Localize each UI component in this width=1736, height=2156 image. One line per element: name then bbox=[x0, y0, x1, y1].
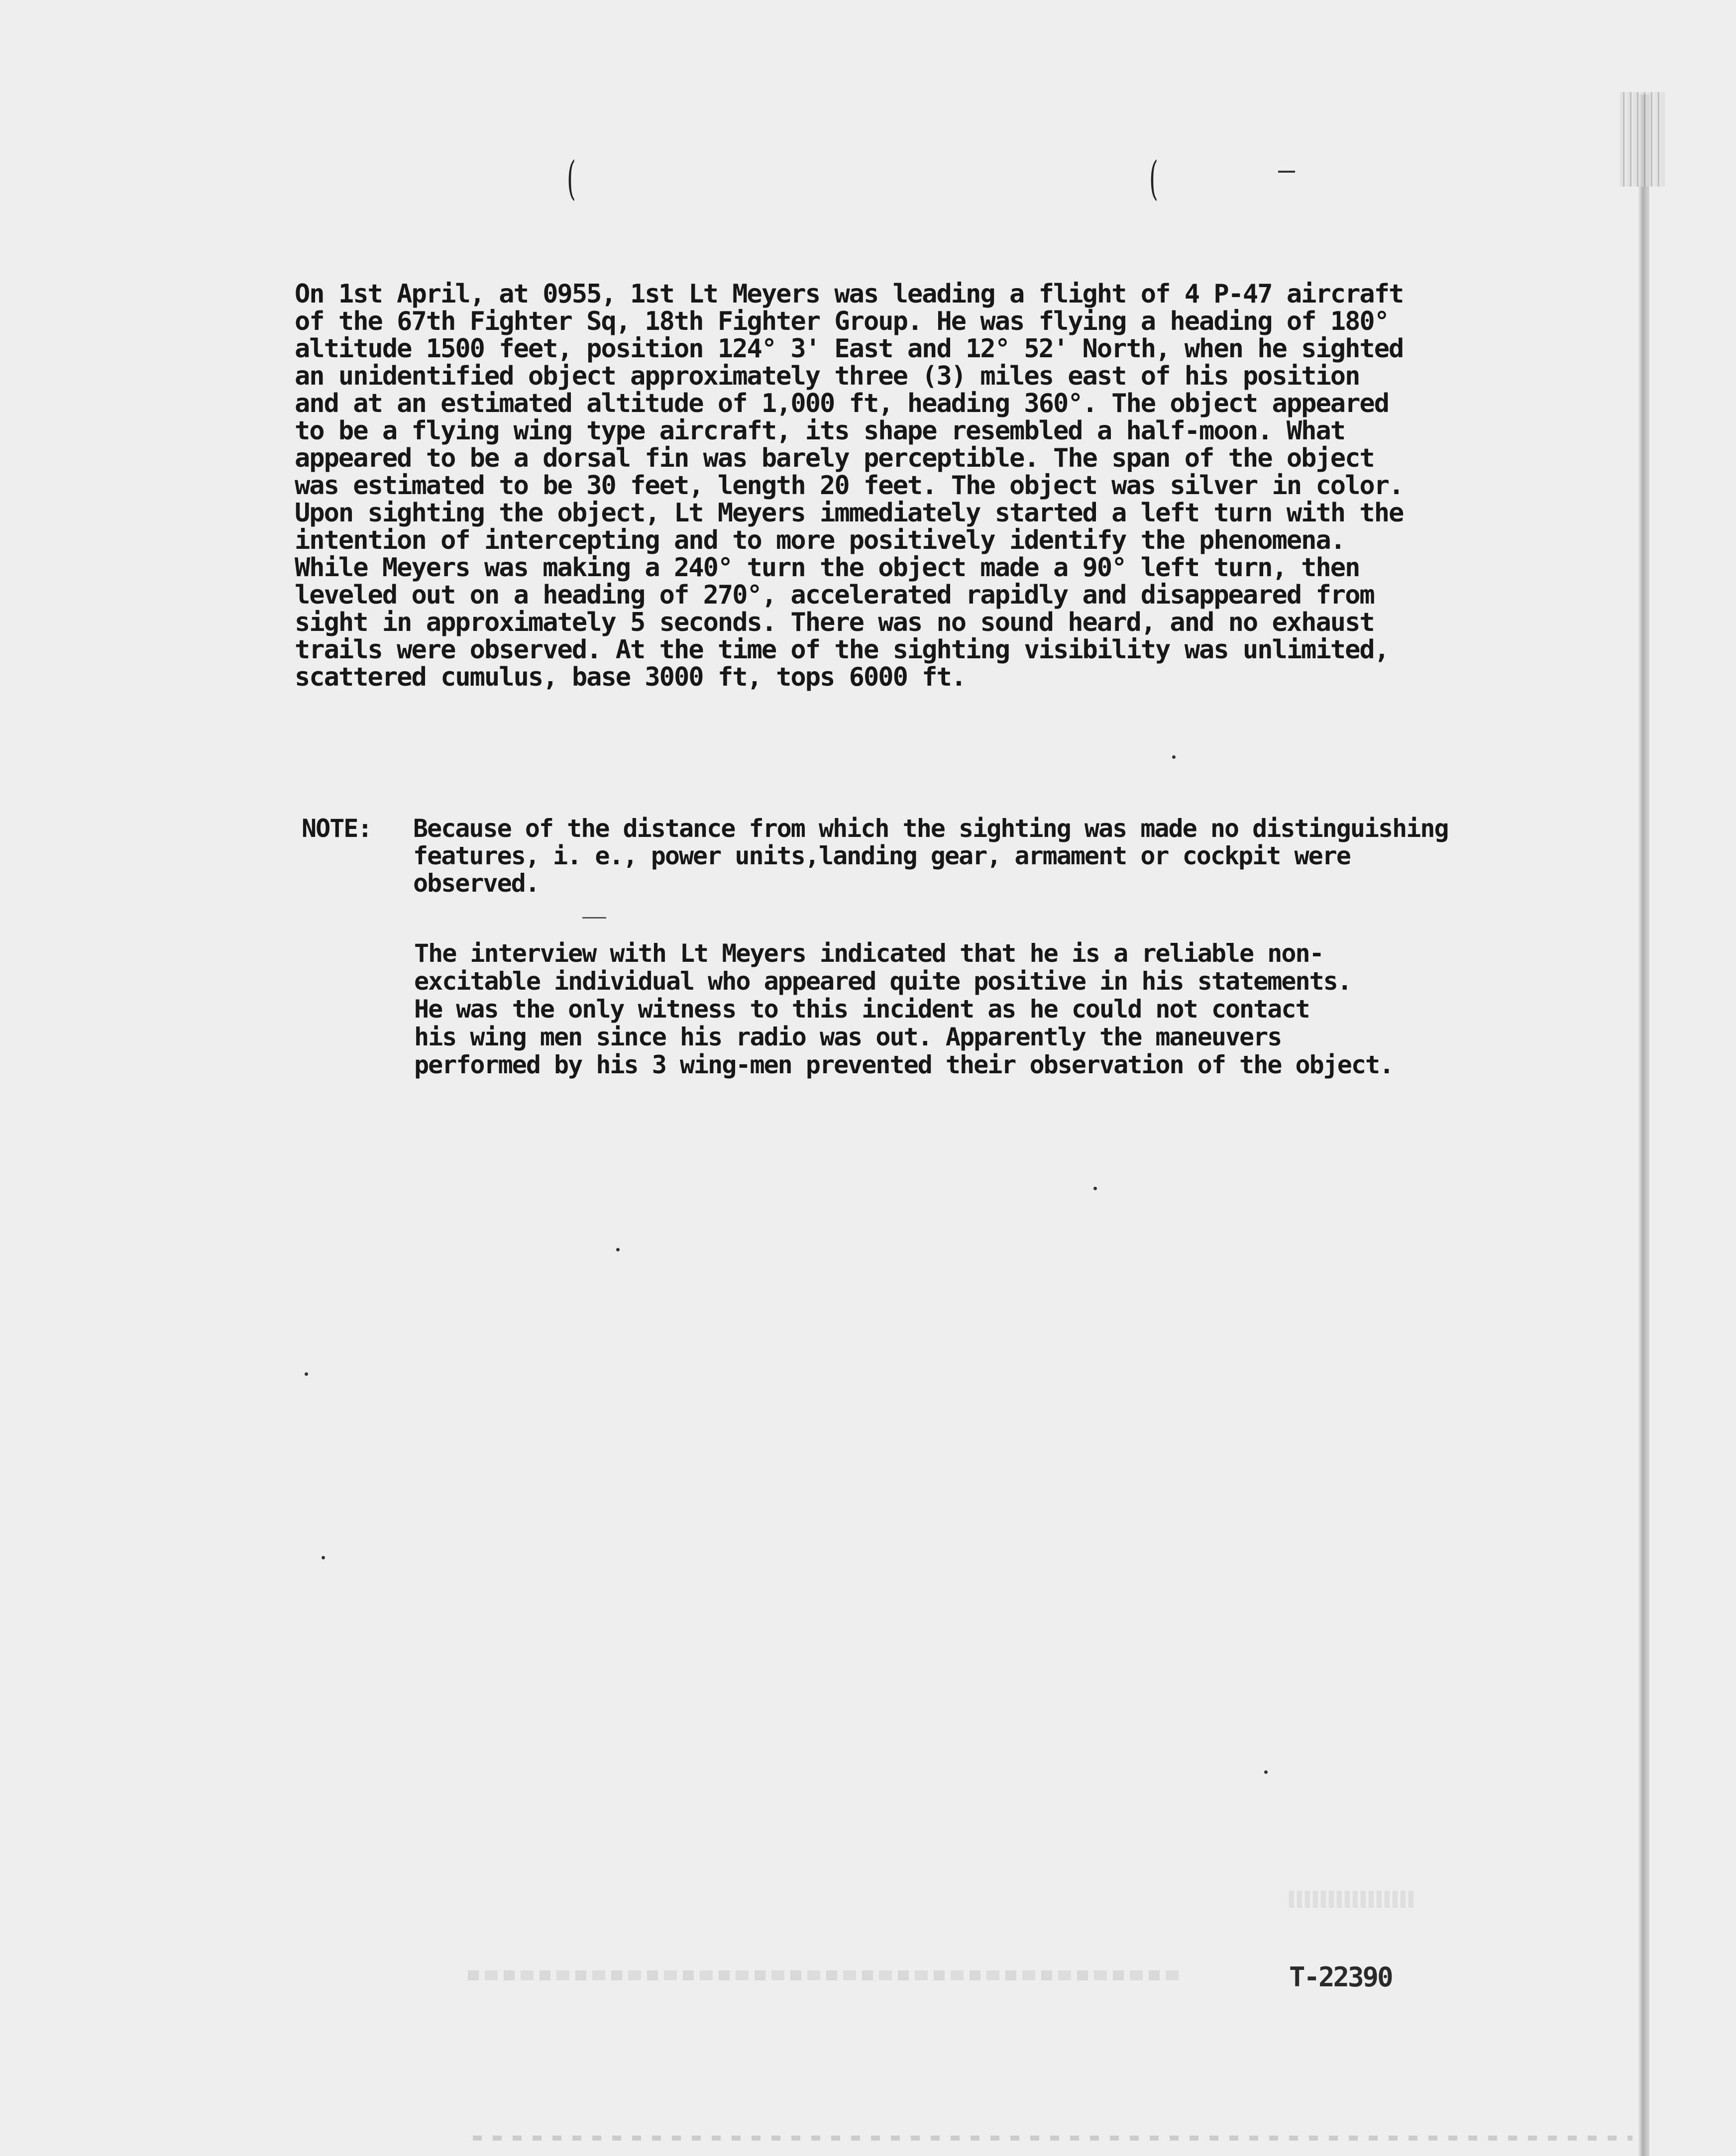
punch-hole-mark-left: ( bbox=[566, 152, 576, 205]
text-line: to be a flying wing type aircraft, its shape resembled a half-moon. What bbox=[295, 416, 1345, 446]
scan-edge-artifact bbox=[1620, 92, 1665, 187]
text-line: excitable individual who appeared quite positive in his statements. bbox=[414, 967, 1351, 996]
text-line: observed. bbox=[413, 869, 539, 898]
faded-footer-text bbox=[468, 1970, 1185, 1980]
scan-speck bbox=[1172, 755, 1176, 759]
text-line: was estimated to be 30 feet, length 20 feet. The object was silver in color. bbox=[295, 471, 1404, 501]
report-main-paragraph bbox=[295, 281, 1403, 691]
text-line: scattered cumulus, base 3000 ft, tops 6000 ft. bbox=[295, 662, 966, 692]
faded-stamp bbox=[1289, 1891, 1413, 1908]
text-line: an unidentified object approximately three (3) miles east of his position bbox=[295, 361, 1360, 391]
text-line: performed by his 3 wing-men prevented their observation of the object. bbox=[414, 1050, 1394, 1079]
text-line: sight in approximately 5 seconds. There was no sound heard, and no exhaust bbox=[295, 608, 1374, 637]
text-line: leveled out on a heading of 270°, accelerated rapidly and disappeared from bbox=[295, 580, 1374, 610]
text-line: appeared to be a dorsal fin was barely perceptible. The span of the object bbox=[295, 443, 1374, 473]
text-line: He was the only witness to this incident as he could not contact bbox=[414, 995, 1309, 1024]
scan-speck bbox=[322, 1556, 325, 1559]
text-line: On 1st April, at 0955, 1st Lt Meyers was leading a flight of 4 P-47 aircraft bbox=[295, 279, 1404, 309]
text-line: trails were observed. At the time of the sighting visibility was unlimited, bbox=[295, 635, 1389, 665]
scan-speck bbox=[616, 1248, 620, 1251]
interview-paragraph bbox=[414, 939, 1393, 1079]
text-line: While Meyers was making a 240° turn the object made a 90° left turn, then bbox=[295, 553, 1360, 583]
scan-speck bbox=[305, 1372, 308, 1376]
text-line: Upon sighting the object, Lt Meyers immediately started a left turn with the bbox=[295, 498, 1404, 528]
scan-speck bbox=[1093, 1187, 1097, 1190]
scan-speck bbox=[1264, 1770, 1268, 1774]
scan-bottom-artifact bbox=[473, 2136, 1632, 2141]
text-line: of the 67th Fighter Sq, 18th Fighter Group. He was flying a heading of 180° bbox=[295, 307, 1389, 336]
note-paragraph bbox=[413, 815, 1448, 897]
text-line: The interview with Lt Meyers indicated that he is a reliable non- bbox=[414, 939, 1323, 968]
scan-mark bbox=[1278, 171, 1295, 173]
note-label: NOTE: bbox=[302, 814, 372, 843]
text-line: intention of intercepting and to more positively identify the phenomena. bbox=[295, 525, 1345, 555]
document-id: T-22390 bbox=[1289, 1961, 1392, 1993]
text-line: his wing men since his radio was out. Apparently the maneuvers bbox=[414, 1023, 1282, 1051]
punch-hole-mark-right: ( bbox=[1149, 152, 1158, 205]
text-line: altitude 1500 feet, position 124° 3' East and 12° 52' North, when he sighted bbox=[295, 334, 1404, 364]
text-line: Because of the distance from which the sighting was made no distinguishing bbox=[413, 814, 1448, 843]
text-line: and at an estimated altitude of 1,000 ft, heading 360°. The object appeared bbox=[295, 389, 1389, 418]
scan-mark bbox=[582, 917, 606, 919]
text-line: features, i. e., power units,landing gear, armament or cockpit were bbox=[413, 841, 1350, 870]
scan-edge-strip bbox=[1638, 95, 1649, 2156]
